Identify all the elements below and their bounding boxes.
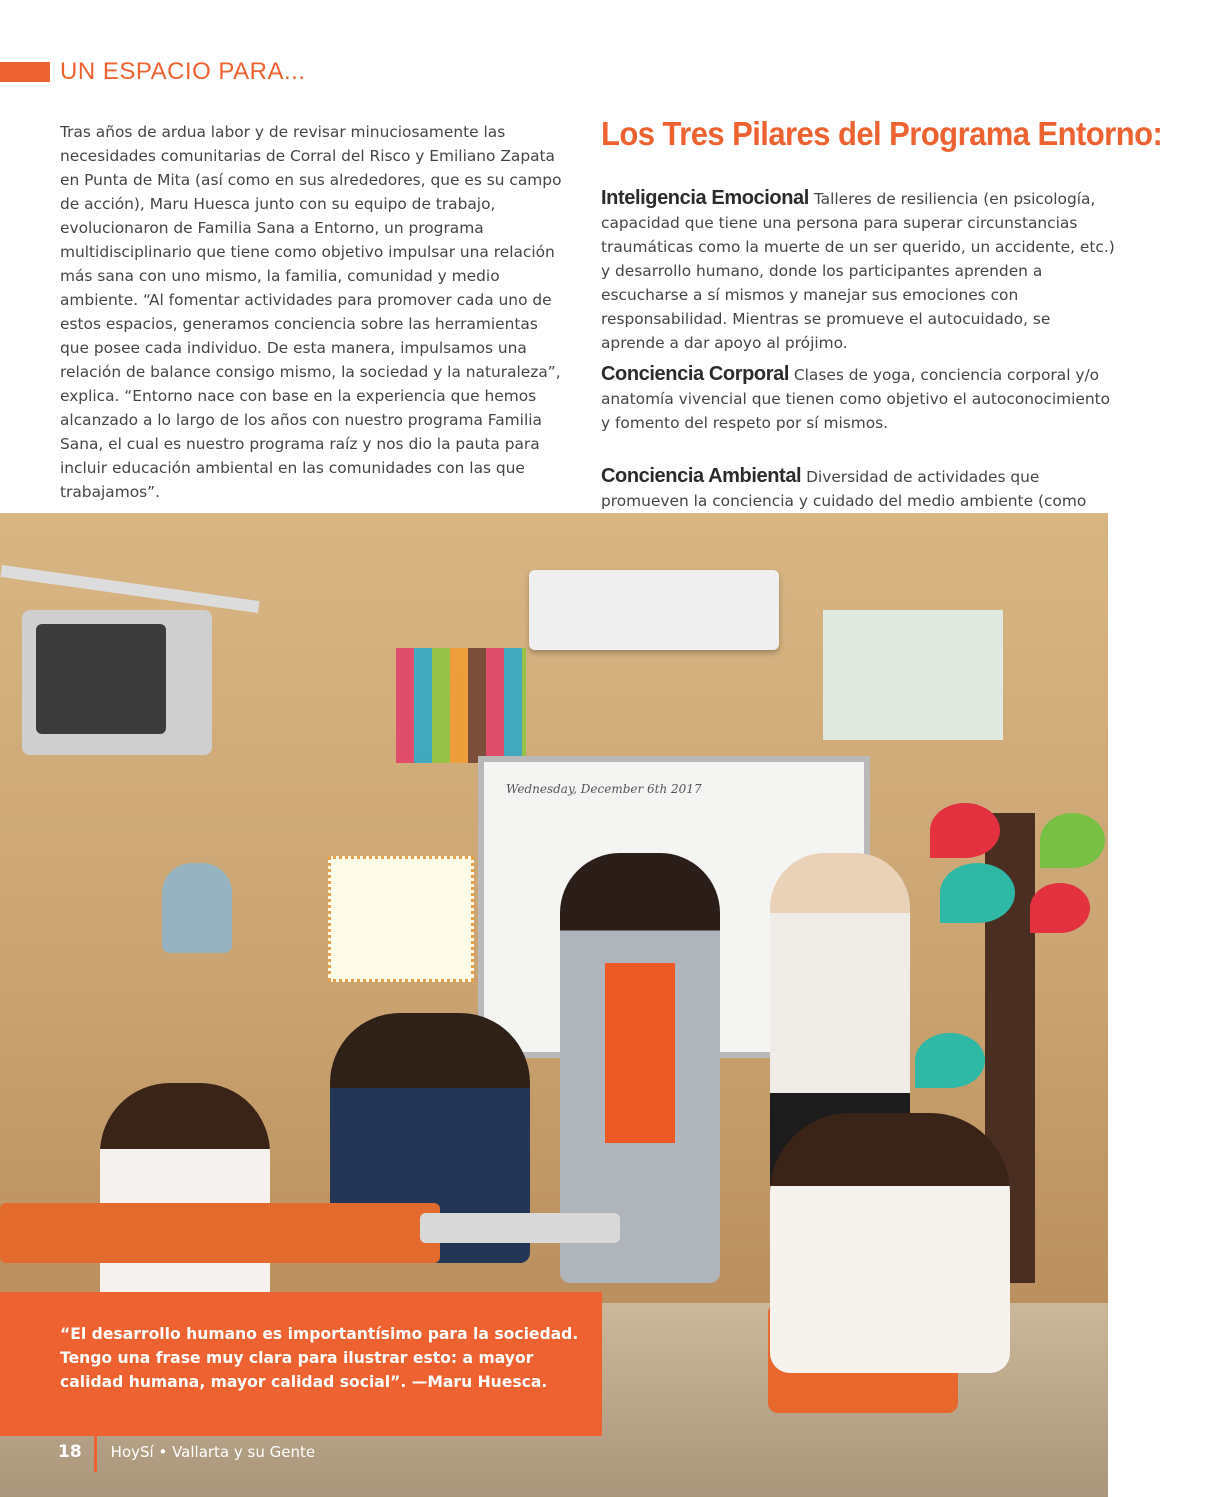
intro-paragraph: Tras años de ardua labor y de revisar minuciosamente las necesidades comunitarias de Corral del Risco y Emiliano Zapata en Punta de Mita (así como en sus alrededores, que es su campo de acción), Maru Huesca junto con su equipo de trabajo, evolucionaron de Familia Sana a Entorno, un programa multidisciplinario que tiene como objetivo impulsar una relación más sana con uno mismo, la familia, comunidad y medio ambiente. “Al fomentar actividades para promover cada uno de estos espacios, generamos conciencia sobre las herramientas que posee cada individuo. De esta manera, impulsamos una relación de balance consigo mismo, la sociedad y la naturaleza”, explica. “Entorno nace con base en la experiencia que hemos alcanzado a lo largo de los años con nuestro programa Familia Sana, el cual es nuestro programa raíz y nos dio la pauta para incluir educación ambiental en las comunidades con las que trabajamos”. — [60, 123, 562, 501]
section-marker — [0, 62, 50, 82]
wall-calendar — [396, 648, 526, 763]
page-footer — [58, 1432, 315, 1472]
television — [22, 610, 212, 755]
desk — [420, 1213, 620, 1243]
quote-text: “El desarrollo humano es importantísimo para la sociedad. Tengo una frase muy clara para ilustrar esto: a mayor calidad humana, mayor calidad social”. —Maru Huesca. — [60, 1325, 579, 1391]
pillar-description: Clases de yoga, conciencia corporal y/o anatomía vivencial que tienen como objetivo el autoconocimiento y fomento del respeto por sí mismos. — [601, 366, 1111, 432]
page-number: 18 — [58, 1442, 82, 1462]
tv-screen — [36, 624, 166, 734]
pillar-description: Talleres de resiliencia (en psicología, capacidad que tiene una persona para superar circunstancias traumáticas como la muerte de un ser querido, un accidente, etc.) y desarrollo humano, donde los participantes aprenden a escucharse a sí mismos y manejar sus emociones con responsabilidad. Mientras se promueve el autocuidado, se aprende a dar apoyo al prójimo. — [601, 190, 1115, 352]
shirt — [605, 963, 675, 1143]
pillar-name: Inteligencia Emocional — [601, 187, 809, 209]
water-jug — [162, 863, 232, 953]
pillar-name: Conciencia Corporal — [601, 363, 789, 385]
pillar-emotional-intelligence — [601, 186, 1116, 355]
pillar-description: Diversidad de actividades que promueven la conciencia y cuidado del medio ambiente (como — [601, 468, 1087, 510]
footer-divider — [94, 1432, 97, 1472]
bulletin-board — [823, 610, 1003, 740]
wall-poster — [328, 856, 474, 982]
tree-leaf — [940, 863, 1015, 923]
tree-leaf — [915, 1033, 985, 1088]
pillars-heading: Los Tres Pilares del Programa Entorno: — [601, 115, 1163, 152]
section-title: UN ESPACIO PARA... — [60, 58, 306, 85]
pillar-name: Conciencia Ambiental — [601, 465, 802, 487]
whiteboard-date: Wednesday, December 6th 2017 — [506, 782, 702, 796]
tree-leaf — [1030, 883, 1090, 933]
publication-name: HoySí • Vallarta y su Gente — [110, 1443, 316, 1461]
tree-leaf — [1040, 813, 1105, 868]
air-conditioner — [529, 570, 779, 650]
student-raising-hand — [770, 1113, 1010, 1373]
desk — [0, 1203, 440, 1263]
pull-quote — [0, 1292, 602, 1436]
tree-leaf — [930, 803, 1000, 858]
student-girl — [100, 1083, 270, 1303]
pillar-body-awareness — [601, 362, 1116, 435]
